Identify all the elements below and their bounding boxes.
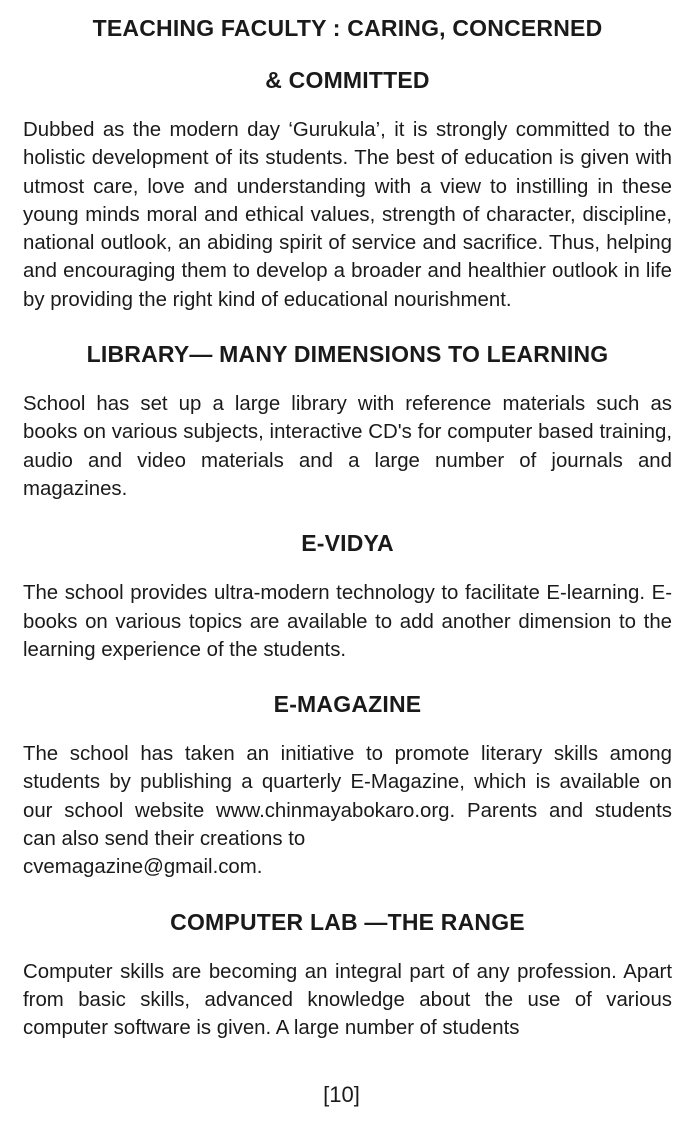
emagazine-text: The school has taken an initiative to promote literary skills among students by publishing a quarterly E-Magazine, which is available on our school website www.chinmayabokaro.org. Parents and students can also send their creations to: [23, 743, 672, 851]
emagazine-heading: E-MAGAZINE: [273, 691, 422, 718]
emagazine-email: cvemagazine@gmail.com.: [23, 856, 263, 879]
page-title-continued: & COMMITTED: [265, 67, 430, 93]
library-heading: LIBRARY— MANY DIMENSIONS TO LEARNING: [86, 341, 609, 368]
computer-lab-paragraph: Computer skills are becoming an integral part of any profession. Apart from basic skills, advanced knowledge about the use of various computer software is given. A large number of students: [23, 960, 672, 1040]
computer-lab-heading: COMPUTER LAB —THE RANGE: [170, 908, 525, 935]
library-paragraph: School has set up a large library with reference materials such as books on various subjects, interactive CD's for computer based training, audio and video materials and a large number of journals and magazines.: [23, 393, 672, 500]
evidya-heading: E-VIDYA: [301, 530, 394, 557]
page-title: TEACHING FACULTY : CARING, CONCERNED: [92, 15, 603, 41]
emagazine-paragraph: [23, 740, 672, 881]
page-number: [10]: [323, 1082, 360, 1107]
evidya-paragraph: The school provides ultra-modern technology to facilitate E-learning. E-books on various topics are available to add another dimension to the learning experience of the students.: [23, 582, 672, 661]
faculty-paragraph: Dubbed as the modern day ‘Gurukula’, it is strongly committed to the holistic development of its students. The best of education is given with utmost care, love and understanding with a view to instilling in these young minds moral and ethical values, strength of character, discipline, national outlook, an abiding spirit of service and sacrifice. Thus, helping and encouraging them to develop a broader and healthier outlook in life by providing the right kind of educational nourishment.: [23, 119, 672, 311]
